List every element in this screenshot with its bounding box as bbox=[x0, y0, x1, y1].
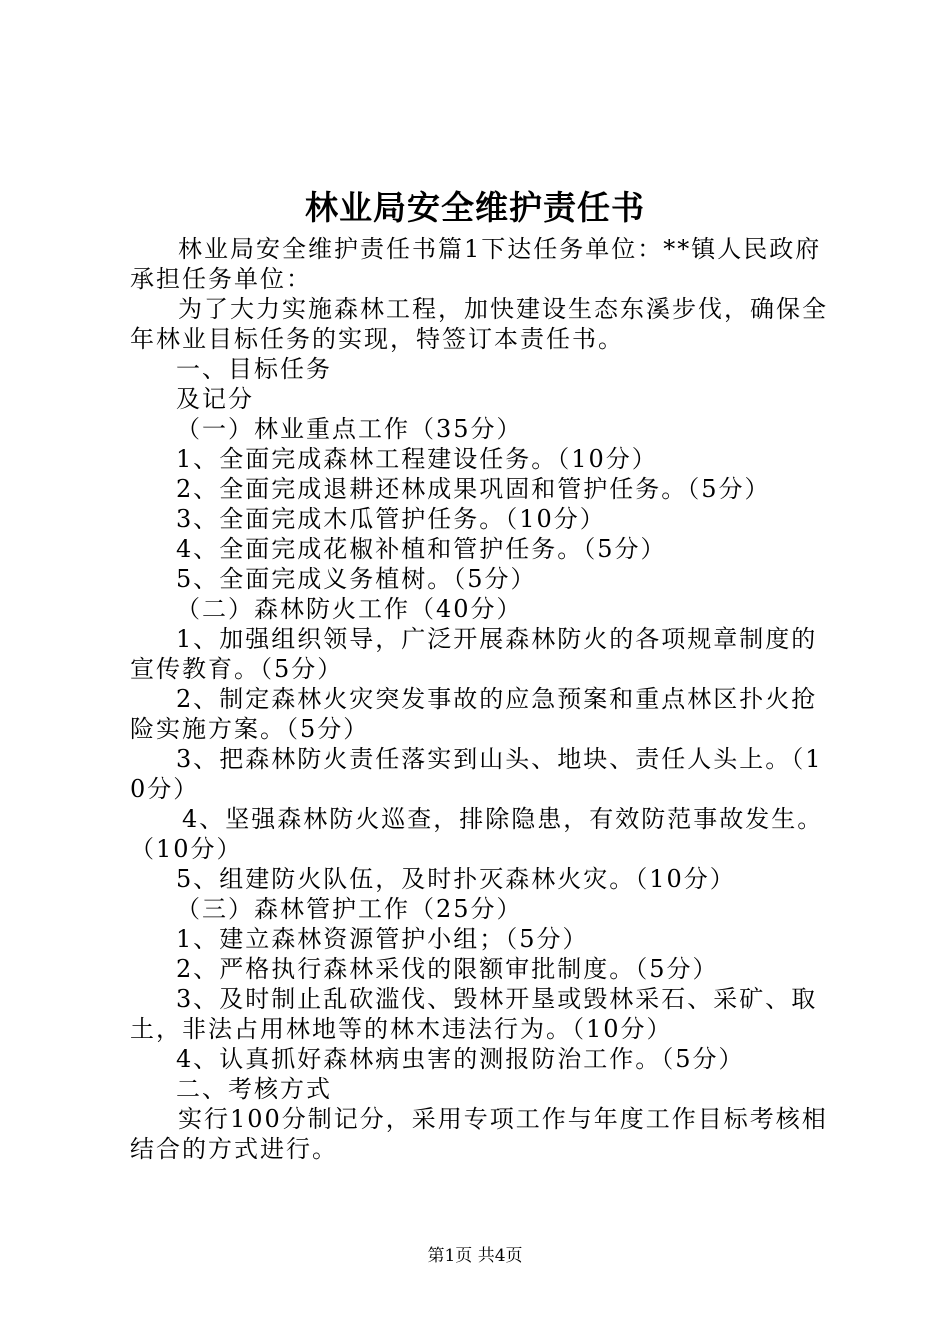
section-heading-scoring: 及记分 bbox=[176, 385, 254, 413]
list-item: 4、全面完成花椒补植和管护任务。（5分） bbox=[176, 535, 667, 563]
subsection-heading-fire: （二）森林防火工作（40分） bbox=[176, 595, 523, 623]
page-number: 第1页 共4页 bbox=[427, 1246, 523, 1266]
list-item: 3、及时制止乱砍滥伐、毁林开垦或毁林采石、采矿、取土，非法占用林地等的林木违法行为。（10分） bbox=[130, 985, 818, 1043]
subsection-heading-protection: （三）森林管护工作（25分） bbox=[176, 895, 523, 923]
document-title: 林业局安全维护责任书 bbox=[305, 188, 645, 227]
list-item: 1、建立森林资源管护小组；（5分） bbox=[176, 925, 589, 953]
list-item: 3、全面完成木瓜管护任务。（10分） bbox=[176, 505, 606, 533]
list-item: 5、全面完成义务植树。（5分） bbox=[176, 565, 537, 593]
list-item: 5、组建防火队伍，及时扑灭森林火灾。（10分） bbox=[176, 865, 736, 893]
list-item: 4、认真抓好森林病虫害的测报防治工作。（5分） bbox=[176, 1045, 745, 1073]
list-item: 1、加强组织领导，广泛开展森林防火的各项规章制度的宣传教育。（5分） bbox=[130, 625, 818, 683]
paragraph-intro: 林业局安全维护责任书篇1下达任务单位：**镇人民政府承担任务单位： bbox=[130, 235, 822, 293]
paragraph-assessment: 实行100分制记分，采用专项工作与年度工作目标考核相结合的方式进行。 bbox=[130, 1105, 828, 1163]
document-body bbox=[130, 234, 838, 1164]
section-heading-assessment: 二、考核方式 bbox=[176, 1075, 332, 1103]
paragraph-purpose: 为了大力实施森林工程，加快建设生态东溪步伐，确保全年林业目标任务的实现，特签订本责任书。 bbox=[130, 295, 828, 353]
list-item: 2、全面完成退耕还林成果巩固和管护任务。（5分） bbox=[176, 475, 771, 503]
list-item: 4、坚强森林防火巡查，排除隐患，有效防范事故发生。（10分） bbox=[130, 805, 824, 863]
list-item: 1、全面完成森林工程建设任务。（10分） bbox=[176, 445, 658, 473]
section-heading-targets: 一、目标任务 bbox=[176, 355, 332, 383]
subsection-heading-forestry: （一）林业重点工作（35分） bbox=[176, 415, 523, 443]
list-item: 2、制定森林火灾突发事故的应急预案和重点林区扑火抢险实施方案。（5分） bbox=[130, 685, 818, 743]
list-item: 2、严格执行森林采伐的限额审批制度。（5分） bbox=[176, 955, 719, 983]
list-item: 3、把森林防火责任落实到山头、地块、责任人头上。（10分） bbox=[130, 745, 823, 803]
